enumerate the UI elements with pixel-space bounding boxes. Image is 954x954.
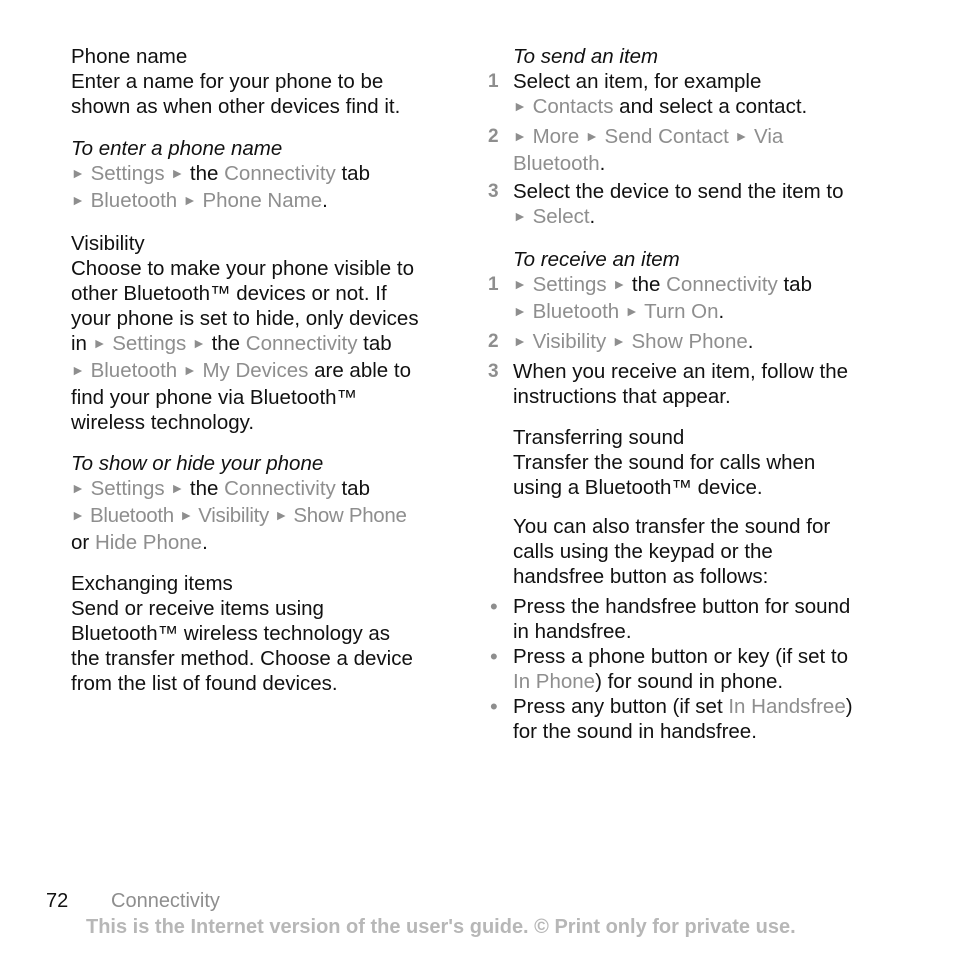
receive-step-1: 1 ► Settings ► the Connectivity tab ► Bluetooth ► Turn On. (488, 272, 928, 326)
show-hide-path-line-2 (71, 503, 456, 530)
transfer-text-line-4: calls using the keypad or the (513, 540, 773, 563)
transfer-text-line-5: handsfree button as follows: (513, 565, 769, 588)
show-hide-section (71, 451, 456, 555)
menu-settings: Settings (532, 273, 607, 296)
menu-settings: Settings (90, 162, 165, 185)
arrow-icon: ► (170, 480, 185, 496)
arrow-icon: ► (170, 165, 185, 181)
menu-visibility: Visibility (198, 504, 269, 527)
exchanging-items-heading: Exchanging items (71, 572, 233, 595)
bullet-icon: • (490, 594, 498, 619)
show-hide-heading: To show or hide your phone (71, 452, 324, 475)
right-column (488, 44, 928, 744)
receive-step-3: 3 When you receive an item, follow the instructions that appear. (488, 360, 848, 408)
step-number: 1 (488, 71, 499, 92)
arrow-icon: ► (612, 276, 627, 292)
exchanging-text-line-2: Bluetooth™ wireless technology as (71, 622, 391, 645)
arrow-icon: ► (513, 303, 527, 319)
menu-my-devices: My Devices (202, 359, 309, 382)
arrow-icon: ► (274, 507, 288, 523)
visibility-text-line-2: other Bluetooth™ devices or not. If (71, 282, 387, 305)
receive-item-section (488, 247, 928, 409)
visibility-section (71, 231, 456, 435)
arrow-icon: ► (513, 276, 527, 292)
show-hide-path-line-3: or Hide Phone. (71, 531, 208, 554)
send-step-1: 1 Select an item, for example ► Contacts and select a contact. (488, 69, 928, 121)
bullet-icon: • (490, 644, 498, 669)
phone-name-section (71, 44, 456, 119)
arrow-icon: ► (584, 128, 599, 144)
arrow-icon: ► (71, 192, 85, 208)
menu-visibility: Visibility (532, 330, 607, 353)
menu-connectivity: Connectivity (224, 162, 336, 185)
enter-name-path-line-2: ► Bluetooth ► Phone Name. (71, 189, 328, 212)
arrow-icon: ► (71, 507, 85, 523)
menu-in-phone: In Phone (513, 670, 596, 693)
transfer-text-line-1: Transfer the sound for calls when (513, 451, 816, 474)
menu-in-handsfree: In Handsfree (728, 695, 846, 718)
arrow-icon: ► (734, 128, 749, 144)
visibility-path-line-1: in ► Settings ► the Connectivity tab (71, 332, 392, 355)
arrow-icon: ► (182, 192, 197, 208)
enter-name-path-line-1: ► Settings ► the Connectivity tab (71, 162, 370, 185)
enter-phone-name-heading: To enter a phone name (71, 137, 283, 160)
menu-connectivity: Connectivity (224, 477, 336, 500)
menu-bluetooth: Bluetooth (532, 300, 620, 323)
menu-select: Select (532, 205, 590, 228)
visibility-text-line-1: Choose to make your phone visible to (71, 257, 415, 280)
exchanging-text-line-3: the transfer method. Choose a device (71, 647, 413, 670)
arrow-icon: ► (92, 335, 107, 351)
transfer-text-line-3: You can also transfer the sound for (513, 515, 831, 538)
menu-bluetooth: Bluetooth (90, 189, 178, 212)
phone-name-text-line-1: Enter a name for your phone to be (71, 70, 384, 93)
visibility-path-line-2: ► Bluetooth ► My Devices are able to (71, 359, 411, 382)
menu-bluetooth: Bluetooth (513, 152, 600, 175)
arrow-icon: ► (71, 165, 85, 181)
menu-phone-name: Phone Name (202, 189, 323, 212)
visibility-heading: Visibility (71, 232, 145, 255)
exchanging-items-section (71, 571, 456, 696)
step-number: 3 (488, 181, 499, 202)
send-item-heading: To send an item (513, 45, 659, 68)
step-number: 2 (488, 126, 499, 147)
arrow-icon: ► (71, 480, 85, 496)
exchanging-text-line-1: Send or receive items using (71, 597, 324, 620)
menu-show-phone: Show Phone (293, 504, 407, 527)
arrow-icon: ► (513, 98, 527, 114)
visibility-text-line-5: wireless technology. (71, 411, 255, 434)
menu-turn-on: Turn On (644, 300, 719, 323)
menu-settings: Settings (90, 477, 165, 500)
bullet-item-1: • Press the handsfree button for sound in handsfree. (490, 594, 851, 643)
arrow-icon: ► (513, 333, 527, 349)
step-number: 1 (488, 274, 499, 295)
receive-step-2: 2 ► Visibility ► Show Phone. (488, 329, 928, 356)
bullet-item-2: • Press a phone button or key (if set to In Phone) for sound in phone. (490, 644, 849, 693)
menu-more: More (532, 125, 580, 148)
arrow-icon: ► (71, 362, 85, 378)
receive-item-heading: To receive an item (513, 248, 680, 271)
visibility-text-line-3: your phone is set to hide, only devices (71, 307, 419, 330)
arrow-icon: ► (179, 507, 193, 523)
arrow-icon: ► (611, 333, 626, 349)
menu-hide-phone: Hide Phone (94, 531, 203, 554)
show-hide-path-line-1: ► Settings ► the Connectivity tab (71, 477, 370, 500)
transfer-text-line-2: using a Bluetooth™ device. (513, 476, 763, 499)
menu-show-phone: Show Phone (631, 330, 748, 353)
transferring-sound-heading: Transferring sound (513, 426, 685, 449)
phone-name-text-line-2: shown as when other devices find it. (71, 95, 401, 118)
enter-phone-name-section (71, 136, 456, 215)
bullet-icon: • (490, 694, 498, 719)
left-column (71, 44, 456, 696)
send-step-2: 2 ► More ► Send Contact ► Via Bluetooth. (488, 125, 784, 175)
step-number: 3 (488, 361, 499, 382)
arrow-icon: ► (182, 362, 197, 378)
menu-connectivity: Connectivity (245, 332, 358, 355)
arrow-icon: ► (192, 335, 206, 351)
menu-via: Via (754, 125, 784, 148)
visibility-text-line-4: find your phone via Bluetooth™ (71, 386, 358, 409)
menu-bluetooth: Bluetooth (90, 359, 178, 382)
send-item-section (488, 44, 928, 231)
menu-settings: Settings (112, 332, 187, 355)
arrow-icon: ► (513, 208, 527, 224)
menu-bluetooth: Bluetooth (89, 504, 174, 527)
footer-note: This is the Internet version of the user's guide. © Print only for private use. (86, 916, 796, 938)
menu-connectivity: Connectivity (666, 273, 778, 296)
menu-send-contact: Send Contact (604, 125, 729, 148)
transferring-sound-section (488, 425, 928, 744)
page-number: 72 (46, 890, 69, 912)
send-step-3: 3 Select the device to send the item to ► Select. (488, 179, 928, 231)
bullet-item-3: • Press any button (if set In Handsfree) for the sound in handsfree. (490, 694, 853, 743)
menu-contacts: Contacts (532, 95, 614, 118)
phone-name-heading: Phone name (71, 45, 188, 68)
section-name: Connectivity (111, 890, 220, 912)
step-number: 2 (488, 331, 499, 352)
arrow-icon: ► (513, 128, 527, 144)
arrow-icon: ► (624, 303, 639, 319)
exchanging-text-line-4: from the list of found devices. (71, 672, 338, 695)
